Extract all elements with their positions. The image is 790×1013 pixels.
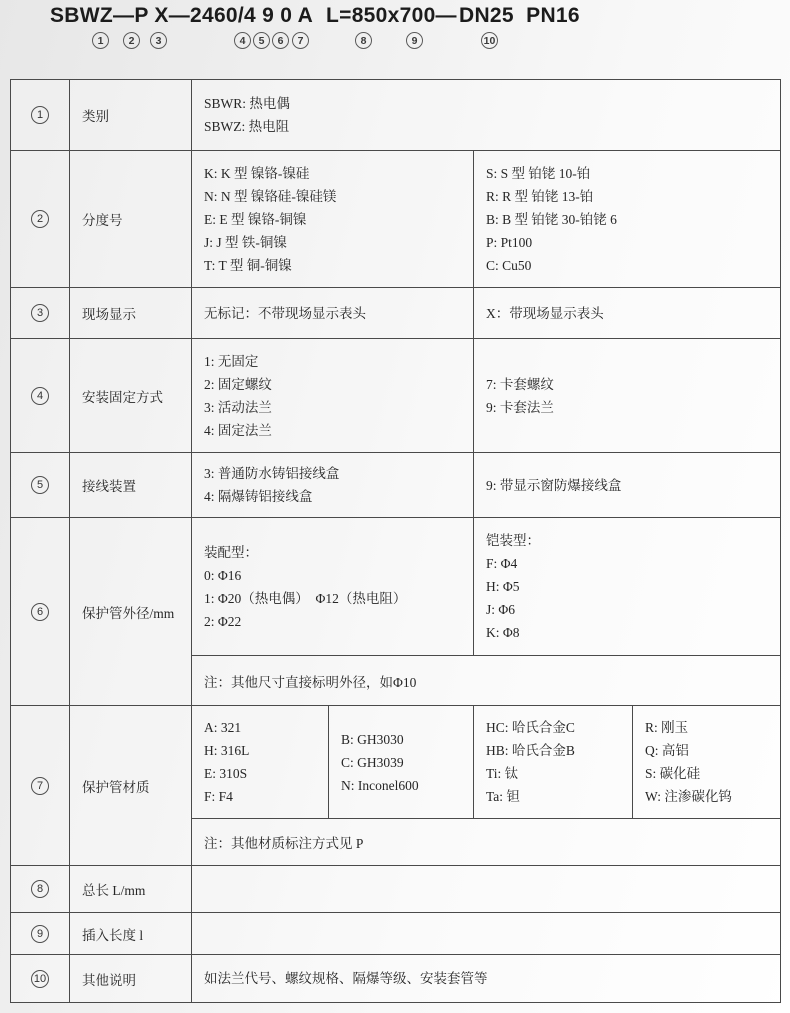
position-marker-circle: 3 [150,32,167,49]
option-line: 3: 活动法兰 [204,399,272,415]
position-marker-circle: 1 [92,32,109,49]
row-label: 保护管外径/mm [70,518,192,705]
spec-row-9 [11,913,780,955]
row-number-cell [11,80,70,150]
position-marker-circle: 9 [406,32,423,49]
option-line: Q: 高铝 [645,743,689,758]
option-line: 2: Φ22 [204,613,242,629]
row-content [192,339,780,452]
option-line: Ta: 钽 [486,789,520,804]
row-content [192,706,780,865]
row-number-cell [11,518,70,705]
row-option-columns [192,706,780,818]
option-group [633,706,780,818]
spec-row-4 [11,339,780,453]
position-marker-circle: 2 [123,32,140,49]
position-marker-circle: 8 [355,32,372,49]
spec-row-5 [11,453,780,518]
option-group [474,288,780,338]
row-number-cell [11,955,70,1002]
option-line: B: GH3030 [341,731,404,747]
option-group [192,288,474,338]
option-line: 7: 卡套螺纹 [486,376,554,392]
spec-row-3 [11,288,780,339]
row-number-cell [11,706,70,865]
option-group [192,518,474,655]
option-line: J: Φ6 [486,602,515,617]
row-number-cell [11,288,70,338]
position-marker-circle: 7 [292,32,309,49]
row-content [192,913,780,954]
row-number-badge: 10 [31,970,49,988]
position-marker-circle: 6 [272,32,289,49]
option-group [192,80,780,150]
row-option-columns [192,80,780,150]
option-line: P: Pt100 [486,234,533,250]
position-marker-circle: 5 [253,32,270,49]
option-line: C: Cu50 [486,257,532,273]
option-line: B: B 型 铂铑 30-铂铑 6 [486,211,617,227]
row-number-cell [11,339,70,452]
spec-row-8 [11,866,780,913]
option-line: A: 321 [204,720,242,735]
row-label: 其他说明 [70,955,192,1002]
option-line: X：带现场显示表头 [486,305,604,321]
row-label: 接线装置 [70,453,192,517]
option-line: 2: 固定螺纹 [204,376,272,392]
option-group [192,866,780,912]
option-line: T: T 型 铜-铜镍 [204,257,292,273]
option-line: E: E 型 镍铬-铜镍 [204,211,307,227]
row-option-columns [192,913,780,954]
position-marker-circle: 4 [234,32,251,49]
option-line: C: GH3039 [341,754,404,770]
option-line: 4: 固定法兰 [204,422,272,438]
option-line: H: 316L [204,743,250,758]
option-line: 0: Φ16 [204,567,242,583]
row-number-badge: 5 [31,476,49,494]
option-line: 1: 无固定 [204,353,259,369]
row-number-badge: 1 [31,106,49,124]
row-content [192,866,780,912]
option-group [474,453,780,517]
row-label: 保护管材质 [70,706,192,865]
row-number-badge: 6 [31,603,49,621]
option-line: S: 碳化硅 [645,766,701,781]
row-number-cell [11,453,70,517]
option-line: R: R 型 铂铑 13-铂 [486,188,594,204]
row-content [192,80,780,150]
model-code-segment: L=850x700— [326,4,457,27]
spec-row-2 [11,151,780,288]
row-content [192,453,780,517]
spec-row-6 [11,518,780,706]
option-group [192,339,474,452]
option-line: 4: 隔爆铸铝接线盒 [204,489,313,504]
option-line: W: 注渗碳化钨 [645,789,732,804]
option-line: E: 310S [204,766,248,781]
option-line: N: Inconel600 [341,777,419,793]
option-group [474,339,780,452]
row-label: 安装固定方式 [70,339,192,452]
option-group [474,706,633,818]
option-line: 装配型： [204,544,258,560]
option-group [192,706,329,818]
spec-row-7 [11,706,780,866]
row-label: 插入长度 l [70,913,192,954]
option-line: K: K 型 镍铬-镍硅 [204,165,310,181]
row-content [192,151,780,287]
option-line: 9: 带显示窗防爆接线盒 [486,477,622,493]
row-number-cell [11,866,70,912]
option-line: 9: 卡套法兰 [486,399,554,415]
row-number-badge: 2 [31,210,49,228]
model-code-segment: DN25 PN16 [459,4,580,27]
option-group [329,706,474,818]
option-line: Ti: 钛 [486,766,519,781]
spec-row-1 [11,80,780,151]
option-group [474,151,780,287]
row-content [192,955,780,1002]
row-number-badge: 3 [31,304,49,322]
option-line: 1: Φ20（热电偶） Φ12（热电阻） [204,590,407,606]
option-line: J: J 型 铁-铜镍 [204,234,287,250]
row-number-cell [11,151,70,287]
option-group [474,518,780,655]
option-group [192,913,780,954]
option-line: SBWZ: 热电阻 [204,119,290,134]
option-line: S: S 型 铂铑 10-铂 [486,165,591,181]
model-spec-table [10,79,781,1003]
option-line: F: Φ4 [486,556,518,571]
row-option-columns [192,339,780,452]
row-option-columns [192,955,780,1002]
row-number-badge: 4 [31,387,49,405]
row-label: 类别 [70,80,192,150]
row-content [192,518,780,705]
row-label: 总长 L/mm [70,866,192,912]
row-number-cell [11,913,70,954]
option-line: F: F4 [204,789,233,804]
row-content [192,288,780,338]
row-number-badge: 7 [31,777,49,795]
option-line: 如法兰代号、螺纹规格、隔爆等级、安装套管等 [204,971,488,986]
option-line: N: N 型 镍铬硅-镍硅镁 [204,188,337,204]
option-line: H: Φ5 [486,579,520,594]
option-line: 无标记：不带现场显示表头 [204,305,366,321]
row-note: 注：其他材质标注方式见 P [192,818,780,865]
row-number-badge: 8 [31,880,49,898]
row-option-columns [192,518,780,655]
option-line: HB: 哈氏合金B [486,743,575,758]
option-line: K: Φ8 [486,625,520,640]
option-line: SBWR: 热电偶 [204,96,290,111]
row-option-columns [192,866,780,912]
row-option-columns [192,453,780,517]
option-group [192,955,780,1002]
row-option-columns [192,151,780,287]
row-number-badge: 9 [31,925,49,943]
row-label: 现场显示 [70,288,192,338]
spec-row-10 [11,955,780,1002]
row-label: 分度号 [70,151,192,287]
option-line: R: 刚玉 [645,720,689,735]
option-line: 3: 普通防水铸铝接线盒 [204,466,340,481]
option-group [192,453,474,517]
row-note: 注：其他尺寸直接标明外径，如Φ10 [192,655,780,705]
row-option-columns [192,288,780,338]
position-marker-circle: 10 [481,32,498,49]
option-line: HC: 哈氏合金C [486,720,575,735]
option-group [192,151,474,287]
model-code-segment: SBWZ—P X—2460/4 9 0 A [50,4,314,27]
option-line: 铠装型： [486,533,540,548]
